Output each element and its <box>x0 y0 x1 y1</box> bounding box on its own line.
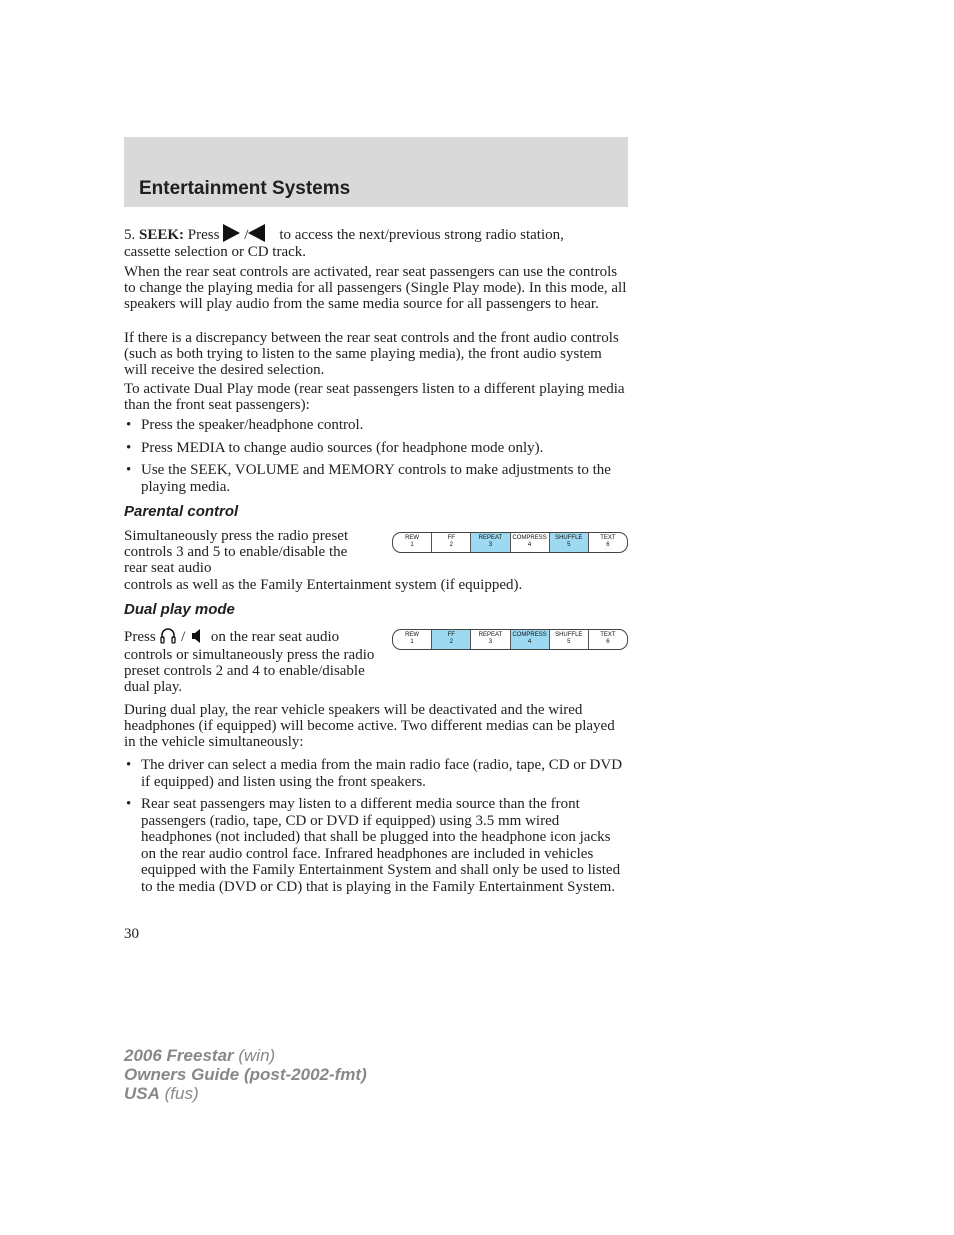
footer-market: USA <box>124 1084 160 1103</box>
parental-control-text-2 <box>124 577 628 593</box>
paragraph-discrepancy <box>124 330 628 378</box>
paragraph-text: During dual play, the rear vehicle speakers will be deactivated and the wired headphones (if equipped) will become active. Two different medias can be played in the vehicle simultaneously: <box>124 702 615 750</box>
dual-play-heading: Dual play mode <box>124 601 235 618</box>
list-item-text: Use the SEEK, VOLUME and MEMORY controls to make adjustments to the playing media. <box>141 462 611 495</box>
seek-text-desc-2: cassette selection or CD track. <box>124 244 307 260</box>
paragraph-text: When the rear seat controls are activated, rear seat passengers can use the controls to change the playing media for all passengers (Single Play mode). In this mode, all speakers will play audio from the same media source for all passengers to hear. <box>124 264 627 312</box>
preset-button-3[interactable]: REPEAT 3 <box>471 533 510 552</box>
list-item-text: Rear seat passengers may listen to a different media source than the front passengers (radio, tape, CD or DVD if equipped) using 3.5 mm wired headphones (not included) that shall be plugged into the headphone icon jacks on the rear audio control face. Infrared headphones are included in vehicles equipped with the Family Entertainment System and shall only be used to listed to the media (DVD or CD) that is playing in the Family Entertainment System. <box>141 796 621 895</box>
bullet-icon: • <box>126 440 132 456</box>
paragraph-text: To activate Dual Play mode (rear seat passengers listen to a different playing media than the front seat passengers): <box>124 381 625 413</box>
seek-text-press: Press <box>187 227 220 243</box>
dual-play-paragraph <box>124 702 628 750</box>
speaker-icon <box>189 627 207 645</box>
preset-button-2[interactable]: FF 2 <box>432 630 471 649</box>
preset-panel-dual-play <box>392 629 628 650</box>
bullet-icon: • <box>126 462 132 478</box>
list-item <box>124 796 628 895</box>
parental-control-text <box>124 528 364 576</box>
dual-play-press: Press <box>124 629 156 645</box>
preset-button-4[interactable]: COMPRESS 4 <box>511 630 550 649</box>
footer-market-code: (fus) <box>159 1084 199 1103</box>
dual-play-text <box>124 627 384 645</box>
footer-model: 2006 Freestar <box>124 1046 234 1065</box>
paragraph-text: Simultaneously press the radio preset controls 3 and 5 to enable/disable the rear seat audio <box>124 528 349 576</box>
seek-number: 5. <box>124 227 136 243</box>
bullet-icon: • <box>126 417 132 433</box>
bullet-icon: • <box>126 757 132 773</box>
parental-control-heading: Parental control <box>124 503 239 520</box>
list-item <box>124 440 628 457</box>
paragraph-single-play <box>124 264 628 312</box>
seek-text-desc: to access the next/previous strong radio station, <box>279 227 564 243</box>
paragraph-text: controls or simultaneously press the radio preset controls 2 and 4 to enable/disable dual play. <box>124 647 375 695</box>
list-item-text: Press the speaker/headphone control. <box>141 417 364 433</box>
preset-button-4[interactable]: COMPRESS 4 <box>511 533 550 552</box>
document-footer <box>124 1046 367 1103</box>
dual-play-slash: / <box>181 629 186 645</box>
list-item <box>124 757 628 790</box>
preset-panel-parental <box>392 532 628 553</box>
footer-guide: Owners Guide (post-2002-fmt) <box>124 1065 367 1084</box>
dual-play-text-b <box>124 647 379 695</box>
paragraph-dual-play-intro <box>124 381 628 413</box>
preset-button-6[interactable]: TEXT 6 <box>600 535 616 548</box>
preset-button-6[interactable]: TEXT 6 <box>600 632 616 645</box>
list-item <box>124 417 628 434</box>
paragraph-text: controls as well as the Family Entertainment system (if equipped). <box>124 577 523 593</box>
preset-button-5[interactable]: SHUFFLE 5 <box>550 630 589 649</box>
preset-button-5[interactable]: SHUFFLE 5 <box>550 533 589 552</box>
list-item-text: The driver can select a media from the main radio face (radio, tape, CD or DVD if equipped) and listen using the front speakers. <box>141 757 623 790</box>
section-title: Entertainment Systems <box>139 178 351 199</box>
list-item-text: Press MEDIA to change audio sources (for headphone mode only). <box>141 440 544 456</box>
paragraph-text: If there is a discrepancy between the rear seat controls and the front audio controls (such as both trying to listen to the same playing media), the front audio system will receive the desired selection. <box>124 330 619 378</box>
section-header <box>124 137 628 207</box>
preset-button-1[interactable]: REW 1 <box>393 630 432 649</box>
preset-button-2[interactable]: FF 2 <box>432 533 471 552</box>
bullet-icon: • <box>126 796 132 812</box>
seek-label: SEEK: <box>139 227 185 243</box>
list-item <box>124 462 628 495</box>
preset-button-3[interactable]: REPEAT 3 <box>471 630 510 649</box>
dual-play-text-a: on the rear seat audio <box>210 629 340 645</box>
seek-paragraph <box>124 224 634 261</box>
seek-prev-icon <box>248 224 265 242</box>
seek-slash: / <box>244 227 249 243</box>
footer-model-code: (win) <box>233 1046 276 1065</box>
page-number: 30 <box>124 926 139 942</box>
headphone-icon <box>159 627 177 645</box>
seek-next-icon <box>223 224 240 242</box>
preset-button-1[interactable]: REW 1 <box>393 533 432 552</box>
